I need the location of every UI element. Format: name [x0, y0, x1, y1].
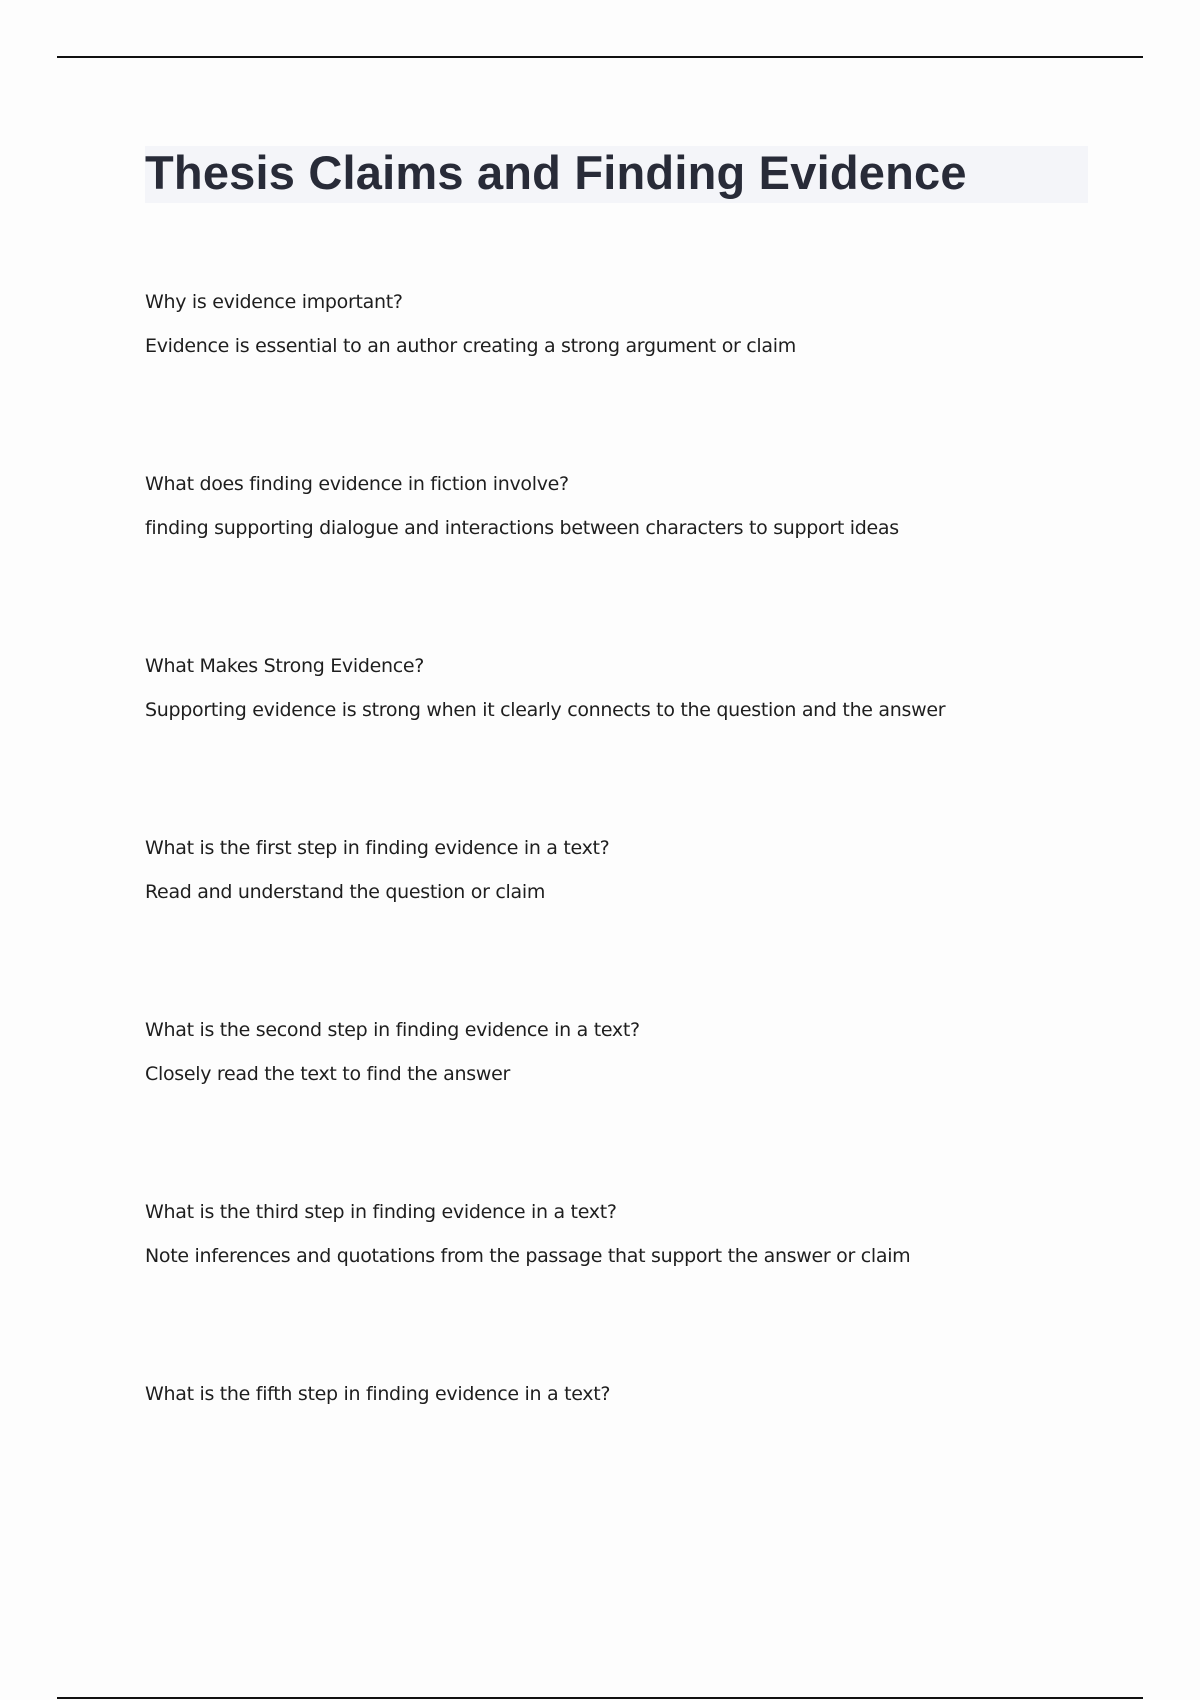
- qa-item: [145, 836, 1105, 1018]
- question: What is the first step in finding evidence in a text?: [145, 837, 610, 859]
- question: What is the second step in finding evidence in a text?: [145, 1019, 640, 1041]
- answer: Closely read the text to find the answer: [145, 1063, 510, 1085]
- qa-list: [145, 290, 1105, 1564]
- question: Why is evidence important?: [145, 291, 403, 313]
- bottom-rule: [57, 1697, 1143, 1699]
- answer: finding supporting dialogue and interactions between characters to support ideas: [145, 517, 899, 539]
- qa-item: [145, 290, 1105, 472]
- answer: Note inferences and quotations from the passage that support the answer or claim: [145, 1245, 911, 1267]
- qa-item: [145, 1382, 1105, 1564]
- answer: Read and understand the question or claim: [145, 881, 546, 903]
- answer: Supporting evidence is strong when it clearly connects to the question and the answer: [145, 699, 946, 721]
- qa-item: [145, 1200, 1105, 1382]
- document-title: Thesis Claims and Finding Evidence: [145, 146, 967, 199]
- question: What Makes Strong Evidence?: [145, 655, 425, 677]
- question: What is the third step in finding evidence in a text?: [145, 1201, 617, 1223]
- question: What is the fifth step in finding evidence in a text?: [145, 1383, 611, 1405]
- answer: Evidence is essential to an author creating a strong argument or claim: [145, 335, 796, 357]
- qa-item: [145, 654, 1105, 836]
- top-rule: [57, 56, 1143, 58]
- qa-item: [145, 1018, 1105, 1200]
- question: What does finding evidence in fiction involve?: [145, 473, 569, 495]
- qa-item: [145, 472, 1105, 654]
